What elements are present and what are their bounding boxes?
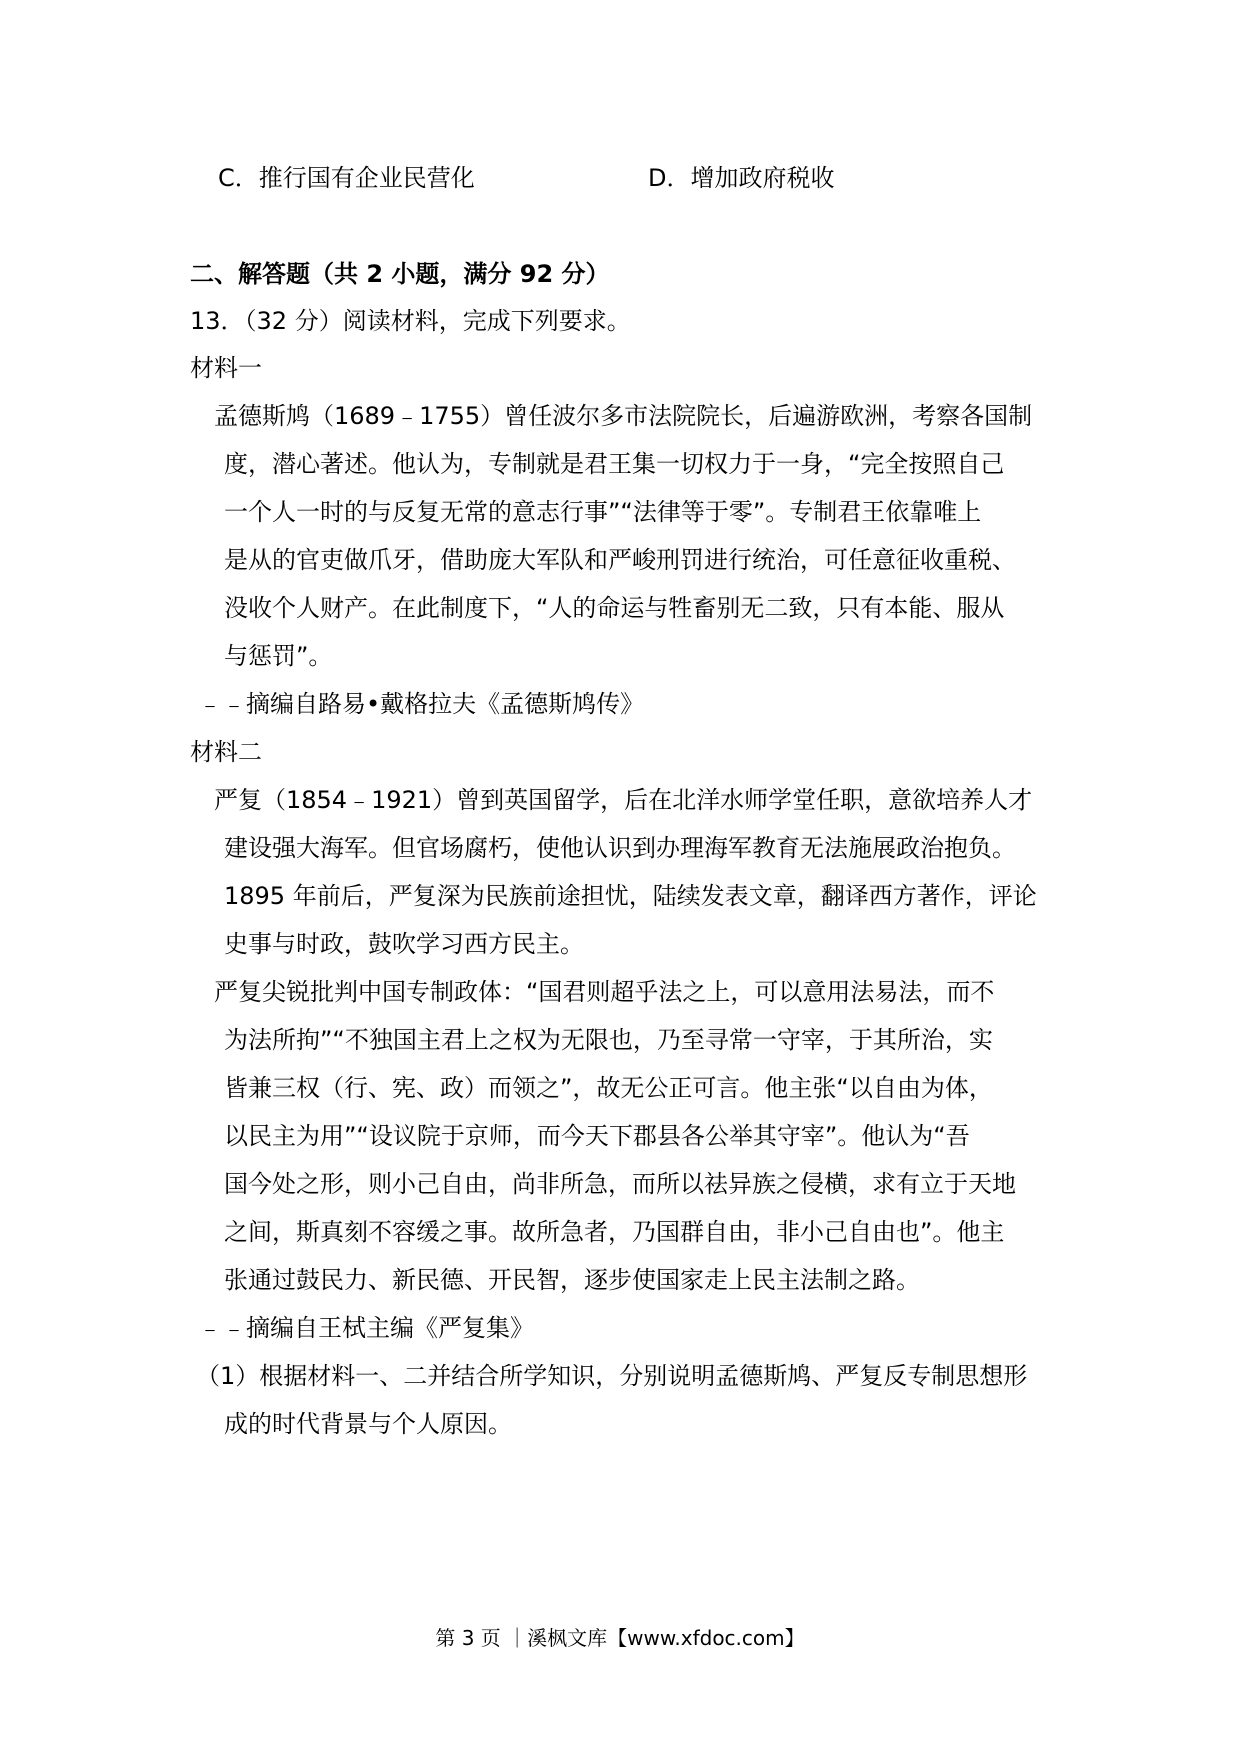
sub-question-1: （1）根据材料一、二并结合所学知识，分别说明孟德斯鸠、严复反专制思想形: [196, 1362, 1028, 1390]
material1-line: 度，潜心著述。他认为，专制就是君王集一切权力于一身，“完全按照自己: [224, 450, 1005, 478]
material1-title: 材料一: [190, 354, 262, 382]
option-c: C．推行国有企业民营化: [218, 164, 475, 192]
material2-line: 张通过鼓民力、新民德、开民智，逐步使国家走上民主法制之路。: [224, 1266, 920, 1294]
material1-line: 孟德斯鸠（1689﹣1755）曾任波尔多市法院院长，后遍游欧洲，考察各国制: [214, 402, 1033, 430]
material2-line: 1895 年前后，严复深为民族前途担忧，陆续发表文章，翻译西方著作，评论: [224, 882, 1037, 910]
material2-line: 为法所拘”“不独国主君上之权为无限也，乃至寻常一守宰，于其所治，实: [224, 1026, 993, 1054]
material2-source: ﹣﹣摘编自王栻主编《严复集》: [198, 1314, 534, 1342]
option-d: D．增加政府税收: [648, 164, 835, 192]
material1-source: ﹣﹣摘编自路易•戴格拉夫《孟德斯鸠传》: [198, 690, 645, 718]
material2-line: 严复（1854﹣1921）曾到英国留学，后在北洋水师学堂任职，意欲培养人才: [214, 786, 1033, 814]
material1-line: 是从的官吏做爪牙，借助庞大军队和严峻刑罚进行统治，可任意征收重税、: [224, 546, 1016, 574]
material1-line: 一个人一时的与反复无常的意志行事”“法律等于零”。专制君王依靠唯上: [224, 498, 982, 526]
material2-title: 材料二: [190, 738, 262, 766]
material2-line: 史事与时政，鼓吹学习西方民主。: [224, 930, 584, 958]
material1-line: 没收个人财产。在此制度下，“人的命运与牲畜别无二致，只有本能、服从: [224, 594, 1005, 622]
material2-line: 严复尖锐批判中国专制政体：“国君则超乎法之上，可以意用法易法，而不: [214, 978, 995, 1006]
material2-line: 国今处之形，则小己自由，尚非所急，而所以祛异族之侵横，求有立于天地: [224, 1170, 1016, 1198]
material2-line: 以民主为用”“设议院于京师，而今天下郡县各公举其守宰”。他认为“吾: [224, 1122, 970, 1150]
material2-line: 建设强大海军。但官场腐朽，使他认识到办理海军教育无法施展政治抱负。: [224, 834, 1016, 862]
section-heading: 二、解答题（共 2 小题，满分 92 分）: [190, 260, 610, 288]
page-footer: 第 3 页 ｜溪枫文库【www.xfdoc.com】: [435, 1626, 805, 1650]
material2-line: 之间，斯真刻不容缓之事。故所急者，乃国群自由，非小己自由也”。他主: [224, 1218, 1005, 1246]
question-stem: 13．（32 分）阅读材料，完成下列要求。: [190, 307, 631, 335]
material2-line: 皆兼三权（行、宪、政）而领之”，故无公正可言。他主张“以自由为体，: [224, 1074, 993, 1102]
material1-line: 与惩罚”。: [224, 642, 333, 670]
sub-question-1-cont: 成的时代背景与个人原因。: [224, 1410, 512, 1438]
